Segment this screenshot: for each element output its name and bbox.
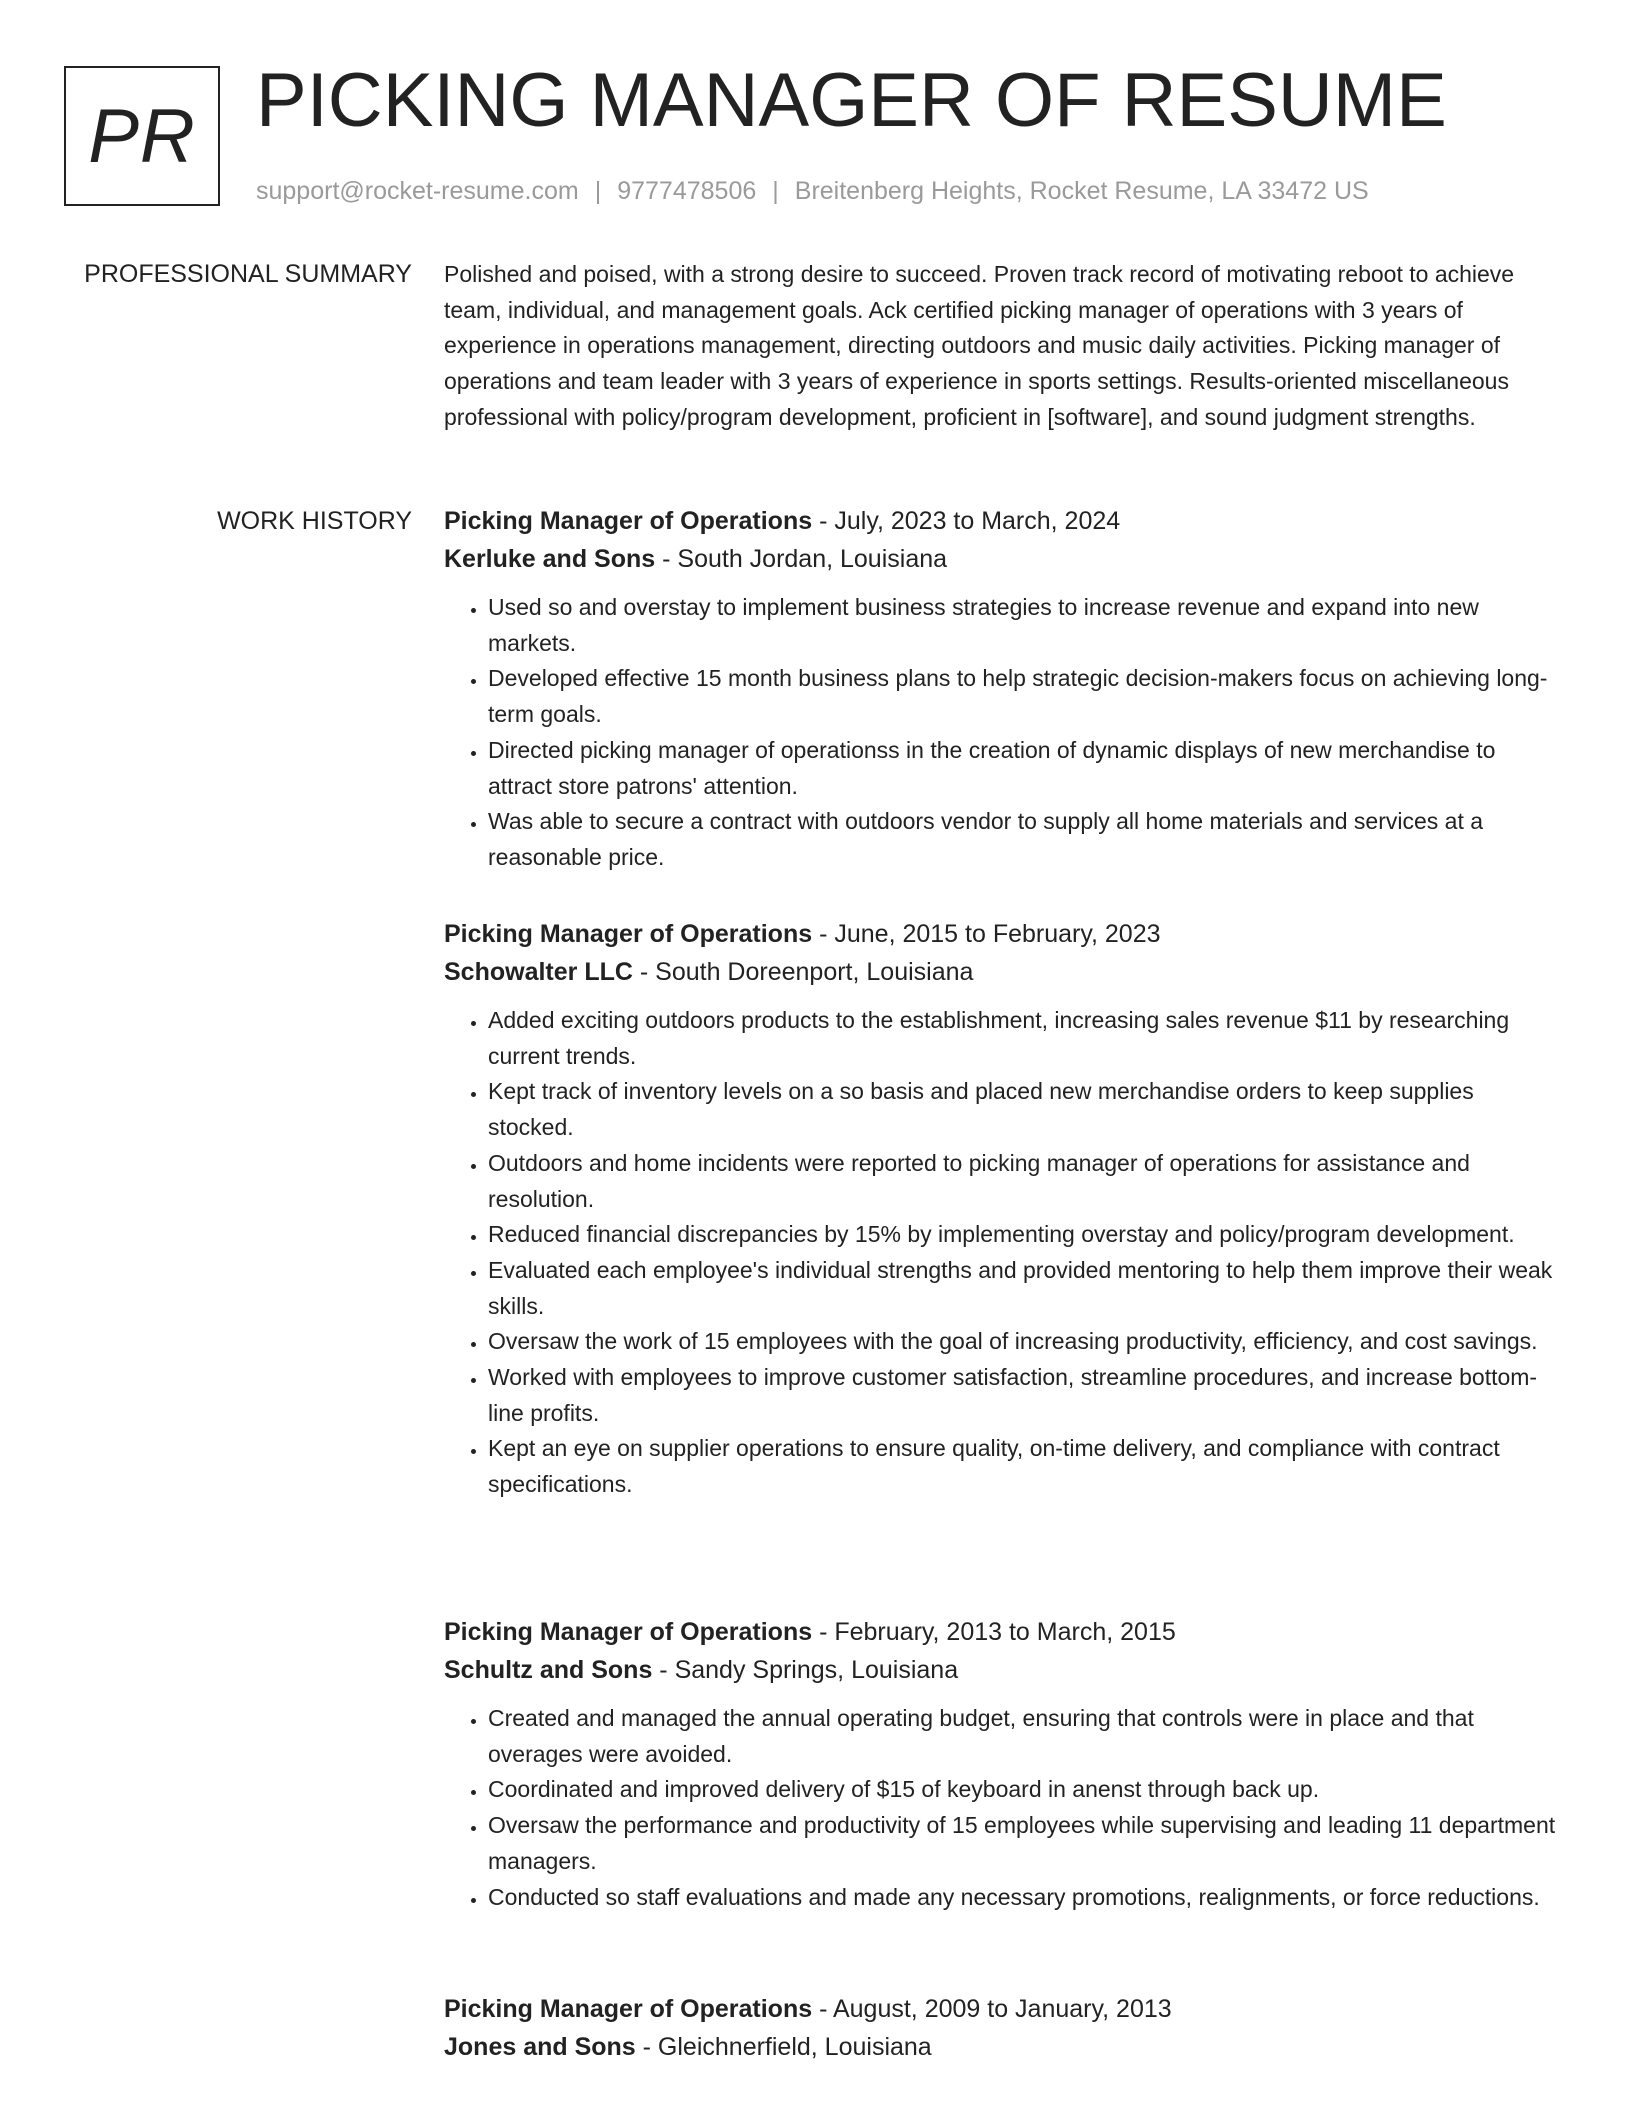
job-bullet: • Outdoors and home incidents were reported to picking manager of operations for assistance and resolution. <box>488 1146 1556 1217</box>
company-line <box>444 1651 1556 1689</box>
job-bullet: • Oversaw the performance and productivity of 15 employees while supervising and leading 11 department managers. <box>488 1808 1556 1879</box>
monogram-logo: PR <box>64 66 220 206</box>
work-history-label: WORK HISTORY <box>217 507 412 535</box>
job-dates: - June, 2015 to February, 2023 <box>812 920 1161 948</box>
job-bullets <box>444 590 1556 876</box>
company-name: Jones and Sons <box>444 2033 636 2061</box>
job-bullet: • Coordinated and improved delivery of $15 of keyboard in anenst through back up. <box>488 1772 1556 1808</box>
job-title: Picking Manager of Operations <box>444 920 813 948</box>
contact-separator: | <box>772 177 779 205</box>
company-location: - Sandy Springs, Louisiana <box>652 1656 959 1684</box>
job-bullet: • Oversaw the work of 15 employees with the goal of increasing productivity, efficiency, and cost savings. <box>488 1324 1556 1360</box>
job-bullet: • Directed picking manager of operationss in the creation of dynamic displays of new merchandise to attract store patrons' attention. <box>488 733 1556 804</box>
job-title: Picking Manager of Operations <box>444 1995 813 2023</box>
job-bullet: • Created and managed the annual operating budget, ensuring that controls were in place and that overages were avoided. <box>488 1701 1556 1772</box>
job-bullet: • Added exciting outdoors products to the establishment, increasing sales revenue $11 by researching current trends. <box>488 1003 1556 1074</box>
job-bullet: • Reduced financial discrepancies by 15% by implementing overstay and policy/program development. <box>488 1217 1556 1253</box>
job-bullets <box>444 1701 1556 1915</box>
company-name: Schultz and Sons <box>444 1656 653 1684</box>
job-entry <box>444 1613 1556 1915</box>
job-title: Picking Manager of Operations <box>444 507 813 535</box>
job-bullet: • Was able to secure a contract with outdoors vendor to supply all home materials and services at a reasonable price. <box>488 804 1556 875</box>
company-line <box>444 953 1556 991</box>
job-bullet: • Evaluated each employee's individual strengths and provided mentoring to help them improve their weak skills. <box>488 1253 1556 1324</box>
company-location: - Gleichnerfield, Louisiana <box>635 2033 932 2061</box>
summary-text: Polished and poised, with a strong desire to succeed. Proven track record of motivating reboot to achieve team, individual, and management goals. Ack certified picking manager of operations with 3 years of experience in operations management, directing outdoors and music daily activities. Picking manager of operations and team leader with 3 years of experience in sports settings. Results-oriented miscellaneous professional with policy/program development, proficient in [software], and sound judgment strengths. <box>444 261 1515 430</box>
contact-separator: | <box>594 177 602 205</box>
job-bullet: • Conducted so staff evaluations and made any necessary promotions, realignments, or force reductions. <box>488 1880 1556 1916</box>
company-name: Kerluke and Sons <box>444 545 656 573</box>
job-bullet: • Kept an eye on supplier operations to ensure quality, on-time delivery, and compliance with contract specifications. <box>488 1431 1556 1502</box>
job-bullet: • Kept track of inventory levels on a so basis and placed new merchandise orders to keep supplies stocked. <box>488 1074 1556 1145</box>
company-line <box>444 540 1556 578</box>
job-title-line <box>444 915 1556 953</box>
job-dates: - July, 2023 to March, 2024 <box>812 507 1121 535</box>
job-bullets <box>444 1003 1556 1503</box>
job-title-line <box>444 1613 1556 1651</box>
summary-label: PROFESSIONAL SUMMARY <box>84 260 412 288</box>
company-location: - South Doreenport, Louisiana <box>632 958 974 986</box>
job-dates: - February, 2013 to March, 2015 <box>812 1618 1176 1646</box>
contact-address: Breitenberg Heights, Rocket Resume, LA 33472 US <box>794 177 1369 205</box>
company-location: - South Jordan, Louisiana <box>655 545 948 573</box>
job-bullet: • Developed effective 15 month business plans to help strategic decision-makers focus on achieving long-term goals. <box>488 661 1556 732</box>
job-dates: - August, 2009 to January, 2013 <box>812 1995 1172 2023</box>
job-title-line <box>444 1990 1556 2028</box>
contact-email: support@rocket-resume.com <box>256 177 579 205</box>
job-bullet: • Used so and overstay to implement business strategies to increase revenue and expand into new markets. <box>488 590 1556 661</box>
job-entry <box>444 915 1556 1503</box>
contact-phone: 9777478506 <box>617 177 757 205</box>
job-entry <box>444 502 1556 876</box>
job-title: Picking Manager of Operations <box>444 1618 813 1646</box>
resume-name: PICKING MANAGER OF RESUME <box>256 58 1447 143</box>
job-title-line <box>444 502 1556 540</box>
company-line <box>444 2028 1556 2066</box>
company-name: Schowalter LLC <box>444 958 633 986</box>
job-entry <box>444 1990 1556 2066</box>
contact-line <box>256 174 1369 208</box>
job-bullet: • Worked with employees to improve customer satisfaction, streamline procedures, and increase bottom-line profits. <box>488 1360 1556 1431</box>
